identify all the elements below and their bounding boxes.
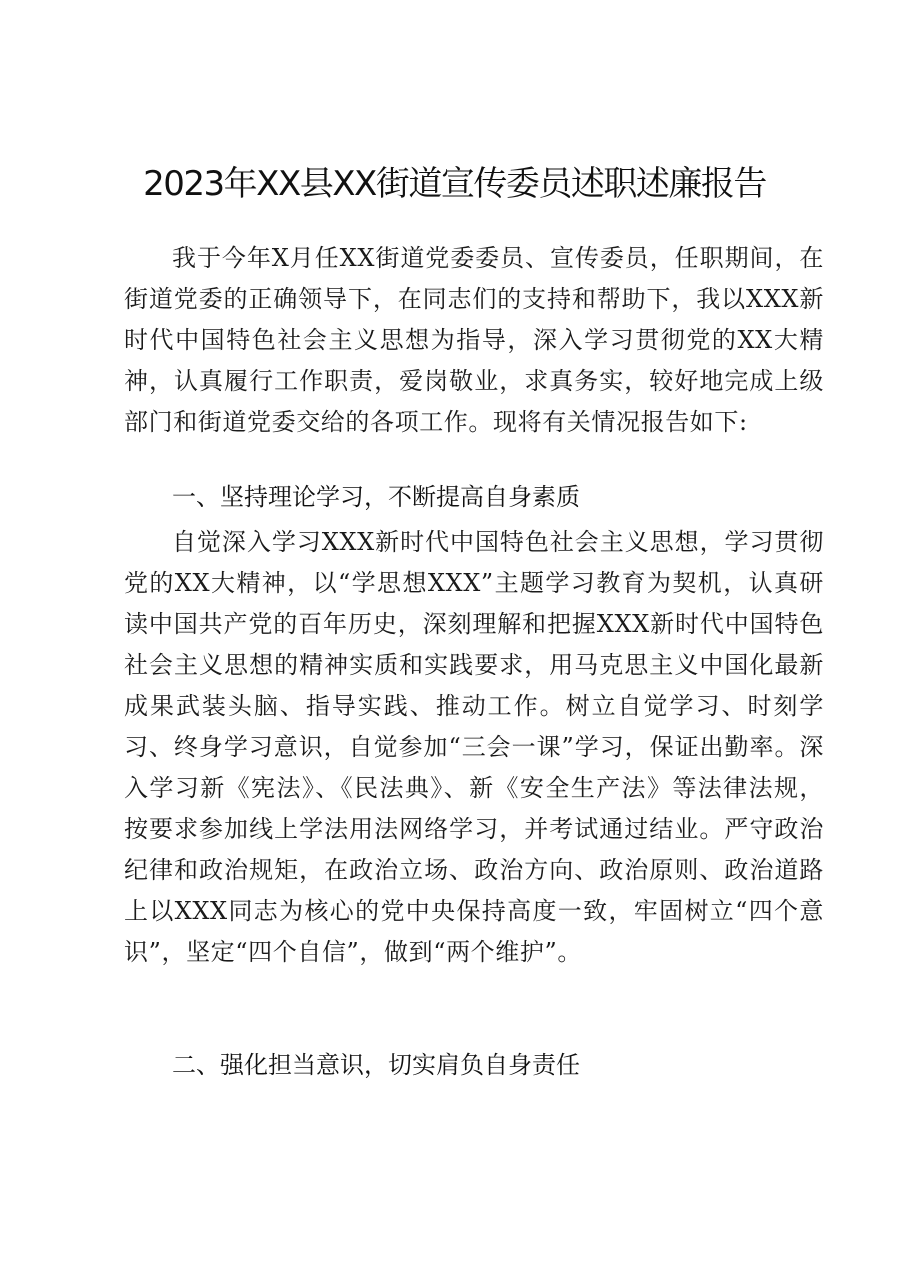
section-heading-2: 二、强化担当意识，切实肩负自身责任: [172, 1051, 580, 1079]
document-title: 2023年XX县XX街道宣传委员述职述廉报告: [143, 164, 766, 204]
intro-paragraph: 我于今年X月任XX街道党委委员、宣传委员，任职期间，在街道党委的正确领导下，在同志们的支持和帮助下，我以XXX新时代中国特色社会主义思想为指导，深入学习贯彻党的XX大精神，认真履行工作职责，爱岗敬业，求真务实，较好地完成上级部门和街道党委交给的各项工作。现将有关情况报告如下:: [124, 244, 824, 436]
section-1-paragraph: 自觉深入学习XXX新时代中国特色社会主义思想，学习贯彻党的XX大精神，以“学思想XXX”主题学习教育为契机，认真研读中国共产党的百年历史，深刻理解和把握XXX新时代中国特色社会主义思想的精神实质和实践要求，用马克思主义中国化最新成果武装头脑、指导实践、推动工作。树立自觉学习、时刻学习、终身学习意识，自觉参加“三会一课”学习，保证出勤率。深入学习新《宪法》、《民法典》、新《安全生产法》等法律法规，按要求参加线上学法用法网络学习，并考试通过结业。严守政治纪律和政治规矩，在政治立场、政治方向、政治原则、政治道路上以XXX同志为核心的党中央保持高度一致，牢固树立“四个意识”，坚定“四个自信”，做到“两个维护”。: [124, 528, 824, 966]
section-heading-1: 一、坚持理论学习，不断提高自身素质: [172, 483, 580, 511]
